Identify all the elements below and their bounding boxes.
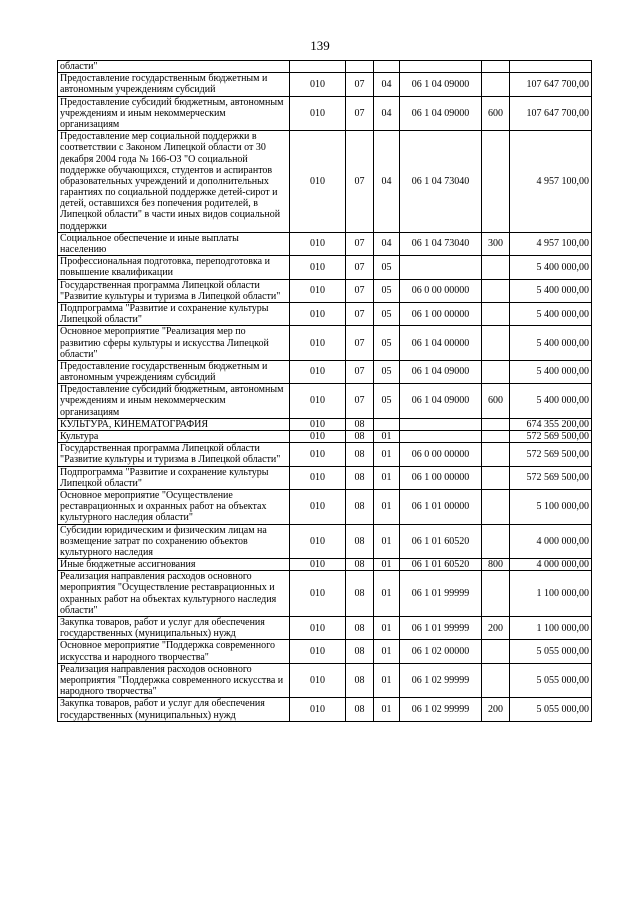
row-csr-cell: 06 1 04 73040 — [400, 232, 482, 255]
row-csr-cell — [400, 61, 482, 73]
table-row — [58, 418, 592, 430]
table-row — [58, 384, 592, 419]
row-amount-cell: 5 400 000,00 — [510, 384, 592, 419]
row-amount-cell: 107 647 700,00 — [510, 73, 592, 96]
row-subsection-cell: 01 — [374, 466, 400, 489]
row-section-cell: 07 — [346, 360, 374, 383]
row-code-cell: 010 — [290, 131, 346, 233]
row-code-cell — [290, 61, 346, 73]
row-code-cell: 010 — [290, 559, 346, 571]
row-section-cell: 07 — [346, 384, 374, 419]
row-name-cell: Подпрограмма "Развитие и сохранение культуры Липецкой области" — [58, 302, 290, 325]
row-csr-cell: 06 1 00 00000 — [400, 466, 482, 489]
table-row — [58, 663, 592, 698]
row-section-cell: 07 — [346, 326, 374, 361]
row-csr-cell: 06 1 01 60520 — [400, 524, 482, 559]
row-section-cell: 08 — [346, 698, 374, 721]
row-name-cell: Культура — [58, 431, 290, 443]
row-amount-cell: 674 355 200,00 — [510, 418, 592, 430]
table-row — [58, 96, 592, 131]
page-number: 139 — [310, 38, 330, 53]
row-vr-cell: 200 — [482, 617, 510, 640]
table-row — [58, 698, 592, 721]
row-section-cell: 07 — [346, 96, 374, 131]
row-name-cell: Основное мероприятие "Реализация мер по развитию сферы культуры и искусства Липецкой области" — [58, 326, 290, 361]
table-row — [58, 443, 592, 466]
row-subsection-cell: 04 — [374, 232, 400, 255]
row-name-cell: Подпрограмма "Развитие и сохранение культуры Липецкой области" — [58, 466, 290, 489]
row-subsection-cell: 04 — [374, 96, 400, 131]
row-csr-cell: 06 1 01 60520 — [400, 559, 482, 571]
budget-table-body — [58, 61, 592, 722]
table-row — [58, 232, 592, 255]
row-subsection-cell: 01 — [374, 698, 400, 721]
row-amount-cell: 5 400 000,00 — [510, 326, 592, 361]
row-section-cell: 08 — [346, 418, 374, 430]
row-subsection-cell: 01 — [374, 443, 400, 466]
table-row — [58, 559, 592, 571]
row-csr-cell — [400, 256, 482, 279]
row-code-cell: 010 — [290, 466, 346, 489]
row-name-cell: Закупка товаров, работ и услуг для обеспечения государственных (муниципальных) нужд — [58, 698, 290, 721]
row-section-cell: 07 — [346, 232, 374, 255]
row-vr-cell: 600 — [482, 384, 510, 419]
row-code-cell: 010 — [290, 279, 346, 302]
row-vr-cell — [482, 131, 510, 233]
row-subsection-cell: 01 — [374, 640, 400, 663]
row-csr-cell: 06 1 01 00000 — [400, 489, 482, 524]
table-row — [58, 302, 592, 325]
row-name-cell: Основное мероприятие "Поддержка современного искусства и народного творчества" — [58, 640, 290, 663]
row-csr-cell: 06 0 00 00000 — [400, 443, 482, 466]
row-section-cell: 08 — [346, 489, 374, 524]
row-code-cell: 010 — [290, 73, 346, 96]
row-vr-cell — [482, 466, 510, 489]
row-section-cell — [346, 61, 374, 73]
row-amount-cell: 5 055 000,00 — [510, 698, 592, 721]
row-name-cell: Государственная программа Липецкой области "Развитие культуры и туризма в Липецкой области" — [58, 443, 290, 466]
table-row — [58, 524, 592, 559]
row-csr-cell: 06 1 04 73040 — [400, 131, 482, 233]
row-vr-cell — [482, 360, 510, 383]
row-vr-cell: 600 — [482, 96, 510, 131]
row-name-cell: Предоставление мер социальной поддержки в соответствии с Законом Липецкой области от 30 декабря 2004 года № 166-ОЗ "О социальной поддержке обучающихся, студентов и аспирантов образовательных учреждений и дополнительных гарантиях по социальной поддержке детей-сирот и детей, оставшихся без попечения родителей, в Липецкой области" в части иных видов социальной поддержки — [58, 131, 290, 233]
row-code-cell: 010 — [290, 96, 346, 131]
row-name-cell: Предоставление государственным бюджетным и автономным учреждениям субсидий — [58, 73, 290, 96]
row-vr-cell: 800 — [482, 559, 510, 571]
row-code-cell: 010 — [290, 418, 346, 430]
row-subsection-cell: 05 — [374, 384, 400, 419]
row-name-cell: Закупка товаров, работ и услуг для обеспечения государственных (муниципальных) нужд — [58, 617, 290, 640]
row-csr-cell: 06 1 02 99999 — [400, 663, 482, 698]
row-section-cell: 08 — [346, 571, 374, 617]
table-row — [58, 279, 592, 302]
row-vr-cell — [482, 61, 510, 73]
row-subsection-cell — [374, 418, 400, 430]
row-name-cell: Реализация направления расходов основного мероприятия "Поддержка современного искусства и народного творчества" — [58, 663, 290, 698]
table-row — [58, 617, 592, 640]
row-name-cell: Государственная программа Липецкой области "Развитие культуры и туризма в Липецкой области" — [58, 279, 290, 302]
row-code-cell: 010 — [290, 443, 346, 466]
row-vr-cell: 300 — [482, 232, 510, 255]
row-subsection-cell: 05 — [374, 360, 400, 383]
row-subsection-cell: 01 — [374, 431, 400, 443]
row-amount-cell: 5 400 000,00 — [510, 302, 592, 325]
row-amount-cell: 4 957 100,00 — [510, 232, 592, 255]
row-section-cell: 07 — [346, 73, 374, 96]
row-vr-cell — [482, 524, 510, 559]
row-amount-cell: 572 569 500,00 — [510, 443, 592, 466]
row-subsection-cell: 01 — [374, 524, 400, 559]
row-vr-cell — [482, 256, 510, 279]
row-amount-cell: 5 400 000,00 — [510, 256, 592, 279]
row-subsection-cell: 01 — [374, 559, 400, 571]
row-amount-cell: 572 569 500,00 — [510, 431, 592, 443]
row-amount-cell: 107 647 700,00 — [510, 96, 592, 131]
row-section-cell: 08 — [346, 466, 374, 489]
row-code-cell: 010 — [290, 431, 346, 443]
table-row — [58, 466, 592, 489]
row-subsection-cell: 05 — [374, 279, 400, 302]
row-section-cell: 08 — [346, 524, 374, 559]
row-section-cell: 08 — [346, 663, 374, 698]
row-amount-cell: 5 400 000,00 — [510, 360, 592, 383]
row-section-cell: 07 — [346, 131, 374, 233]
row-csr-cell: 06 1 00 00000 — [400, 302, 482, 325]
row-name-cell: Реализация направления расходов основного мероприятия "Осуществление реставрационных и охранных работ на объектах культурного наследия области" — [58, 571, 290, 617]
row-subsection-cell: 01 — [374, 571, 400, 617]
row-vr-cell — [482, 418, 510, 430]
row-amount-cell: 4 957 100,00 — [510, 131, 592, 233]
table-row — [58, 489, 592, 524]
row-amount-cell: 4 000 000,00 — [510, 524, 592, 559]
row-code-cell: 010 — [290, 302, 346, 325]
row-name-cell: Предоставление субсидий бюджетным, автономным учреждениям и иным некоммерческим организациям — [58, 96, 290, 131]
row-code-cell: 010 — [290, 617, 346, 640]
row-vr-cell — [482, 571, 510, 617]
row-subsection-cell: 05 — [374, 256, 400, 279]
row-vr-cell — [482, 640, 510, 663]
row-csr-cell: 06 1 01 99999 — [400, 617, 482, 640]
row-section-cell: 07 — [346, 256, 374, 279]
row-section-cell: 08 — [346, 443, 374, 466]
row-subsection-cell: 01 — [374, 489, 400, 524]
row-csr-cell: 06 1 01 99999 — [400, 571, 482, 617]
row-subsection-cell: 04 — [374, 131, 400, 233]
row-csr-cell: 06 0 00 00000 — [400, 279, 482, 302]
row-name-cell: Основное мероприятие "Осуществление реставрационных и охранных работ на объектах культурного наследия области" — [58, 489, 290, 524]
row-amount-cell: 572 569 500,00 — [510, 466, 592, 489]
row-amount-cell: 1 100 000,00 — [510, 571, 592, 617]
row-code-cell: 010 — [290, 640, 346, 663]
row-csr-cell: 06 1 04 09000 — [400, 73, 482, 96]
row-csr-cell: 06 1 04 09000 — [400, 384, 482, 419]
row-vr-cell — [482, 73, 510, 96]
row-csr-cell: 06 1 04 09000 — [400, 96, 482, 131]
row-code-cell: 010 — [290, 524, 346, 559]
row-csr-cell: 06 1 02 99999 — [400, 698, 482, 721]
row-section-cell: 08 — [346, 617, 374, 640]
row-amount-cell: 5 055 000,00 — [510, 663, 592, 698]
table-row — [58, 326, 592, 361]
row-amount-cell: 5 400 000,00 — [510, 279, 592, 302]
row-vr-cell — [482, 431, 510, 443]
row-subsection-cell: 01 — [374, 663, 400, 698]
table-row — [58, 256, 592, 279]
row-subsection-cell: 04 — [374, 73, 400, 96]
row-subsection-cell: 01 — [374, 617, 400, 640]
row-name-cell: Иные бюджетные ассигнования — [58, 559, 290, 571]
row-code-cell: 010 — [290, 326, 346, 361]
budget-table — [57, 60, 592, 722]
table-row — [58, 73, 592, 96]
row-amount-cell: 4 000 000,00 — [510, 559, 592, 571]
row-amount-cell: 5 100 000,00 — [510, 489, 592, 524]
row-code-cell: 010 — [290, 256, 346, 279]
row-vr-cell — [482, 326, 510, 361]
row-vr-cell — [482, 279, 510, 302]
row-name-cell: Профессиональная подготовка, переподготовка и повышение квалификации — [58, 256, 290, 279]
row-amount-cell: 1 100 000,00 — [510, 617, 592, 640]
row-name-cell: Предоставление государственным бюджетным и автономным учреждениям субсидий — [58, 360, 290, 383]
row-code-cell: 010 — [290, 384, 346, 419]
table-row — [58, 61, 592, 73]
row-vr-cell — [482, 489, 510, 524]
table-row — [58, 360, 592, 383]
row-code-cell: 010 — [290, 698, 346, 721]
row-section-cell: 07 — [346, 302, 374, 325]
row-code-cell: 010 — [290, 489, 346, 524]
row-code-cell: 010 — [290, 360, 346, 383]
row-vr-cell — [482, 663, 510, 698]
table-row — [58, 431, 592, 443]
row-name-cell: области" — [58, 61, 290, 73]
row-section-cell: 07 — [346, 279, 374, 302]
row-code-cell: 010 — [290, 232, 346, 255]
row-csr-cell: 06 1 02 00000 — [400, 640, 482, 663]
row-vr-cell: 200 — [482, 698, 510, 721]
row-section-cell: 08 — [346, 640, 374, 663]
row-subsection-cell — [374, 61, 400, 73]
row-name-cell: Субсидии юридическим и физическим лицам на возмещение затрат по сохранению объектов культурного наследия — [58, 524, 290, 559]
row-amount-cell — [510, 61, 592, 73]
row-section-cell: 08 — [346, 559, 374, 571]
row-vr-cell — [482, 443, 510, 466]
row-csr-cell: 06 1 04 00000 — [400, 326, 482, 361]
row-code-cell: 010 — [290, 663, 346, 698]
row-subsection-cell: 05 — [374, 326, 400, 361]
row-csr-cell: 06 1 04 09000 — [400, 360, 482, 383]
row-subsection-cell: 05 — [374, 302, 400, 325]
row-code-cell: 010 — [290, 571, 346, 617]
row-csr-cell — [400, 418, 482, 430]
row-amount-cell: 5 055 000,00 — [510, 640, 592, 663]
row-name-cell: КУЛЬТУРА, КИНЕМАТОГРАФИЯ — [58, 418, 290, 430]
row-name-cell: Предоставление субсидий бюджетным, автономным учреждениям и иным некоммерческим организациям — [58, 384, 290, 419]
row-section-cell: 08 — [346, 431, 374, 443]
row-name-cell: Социальное обеспечение и иные выплаты населению — [58, 232, 290, 255]
row-csr-cell — [400, 431, 482, 443]
table-row — [58, 131, 592, 233]
table-row — [58, 571, 592, 617]
table-row — [58, 640, 592, 663]
row-vr-cell — [482, 302, 510, 325]
